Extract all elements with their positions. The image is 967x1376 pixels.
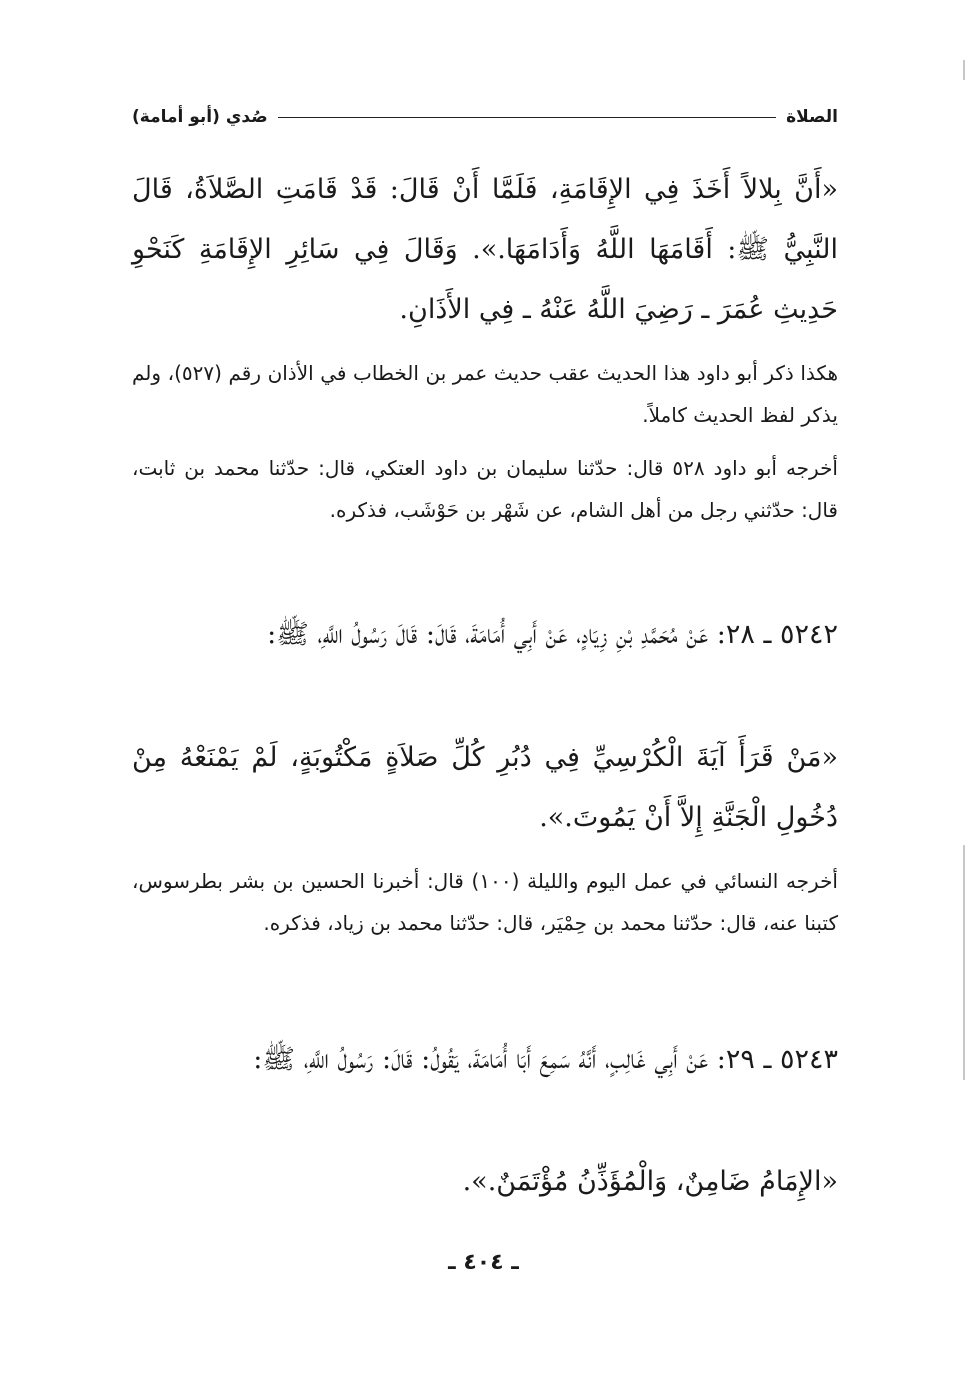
hadith-5243-matn: «الإِمَامُ ضَامِنٌ، وَالْمُؤَذِّنُ مُؤْتَمَنٌ.». — [462, 1166, 838, 1197]
takhrij-note: أخرجه أبو داود ٥٢٨ قال: حدّثنا سليمان بن داود العتكي، قال: حدّثنا محمد بن ثابت، قال: حدّثني رجل من أهل الشام، عن شَهْر بن حَوْشَب، فذكره. — [132, 456, 838, 522]
hadith-5243-isnad: ٥٢٤٣ ـ ٢٩: عَنْ أَبِي غَالِبٍ، أَنَّهُ سَمِعَ أَبَا أُمَامَةَ، يَقُولُ: قَالَ: رَسُولُ اللَّهِ، ﷺ: — [253, 1044, 838, 1075]
hadith-5242-isnad: ٥٢٤٢ ـ ٢٨: عَنْ مُحَمَّدِ بْنِ زِيَادٍ، عَنْ أَبِي أُمَامَةَ، قَالَ: قَالَ رَسُولُ اللَّهِ، ﷺ: — [267, 619, 838, 650]
narrator-title: صُدي (أبو أمامة) — [132, 107, 268, 127]
hadith-text-continued: «أَنَّ بِلالاً أَخَذَ فِي الإِقَامَةِ، فَلَمَّا أَنْ قَالَ: قَدْ قَامَتِ الصَّلاَةُ، قَالَ النَّبِيُّ ﷺ: أَقَامَهَا اللَّهُ وَأَدَامَهَا.». وَقَالَ فِي سَائِرِ الإِقَامَةِ كَنَحْوِ حَدِيثِ عُمَرَ ـ رَضِيَ اللَّهُ عَنْهُ ـ فِي الأَذَانِ. — [132, 174, 838, 325]
page-number: ـ ٤٠٤ ـ — [448, 1250, 519, 1275]
header-rule — [278, 117, 776, 118]
running-header — [132, 101, 838, 133]
hadith-5242-matn: «مَنْ قَرَأَ آيَةَ الْكُرْسِيِّ فِي دُبُرِ كُلِّ صَلاَةٍ مَكْتُوبَةٍ، لَمْ يَمْنَعْهُ مِنْ دُخُولِ الْجَنَّةِ إِلاَّ أَنْ يَمُوتَ.». — [132, 742, 838, 833]
takhrij-note: أخرجه النسائي في عمل اليوم والليلة (١٠٠) قال: أخبرنا الحسين بن بشر بطرسوس، كتبنا عنه، قال: حدّثنا محمد بن حِمْيَر، قال: حدّثنا محمد بن زياد، فذكره. — [132, 869, 838, 935]
scan-edge-mark — [963, 60, 965, 80]
chapter-title: الصلاة — [786, 107, 838, 127]
scan-edge-mark — [963, 845, 965, 1080]
commentary-note: هكذا ذكر أبو داود هذا الحديث عقب حديث عمر بن الخطاب في الأذان رقم (٥٢٧)، ولم يذكر لفظ الحديث كاملاً. — [132, 361, 838, 427]
